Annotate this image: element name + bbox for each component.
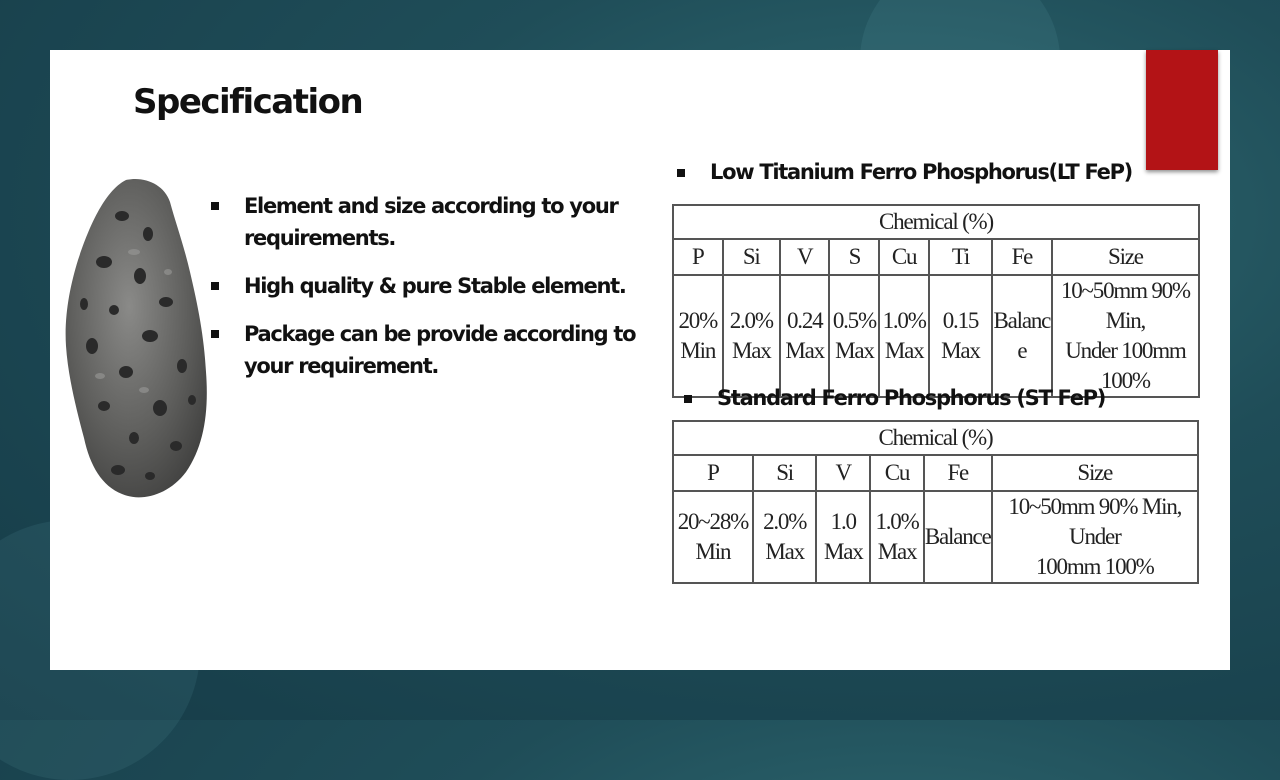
column-header: S <box>829 239 879 275</box>
column-header: Cu <box>879 239 929 275</box>
square-bullet-icon <box>684 395 692 403</box>
slide-canvas <box>50 50 1230 670</box>
bullet-item: Element and size according to your requirements. <box>208 190 638 254</box>
table-cell: 10~50mm 90% Min, Under 100mm 100% <box>992 491 1198 583</box>
column-header: P <box>673 455 753 491</box>
bullet-item: Package can be provide according to your requirement. <box>208 318 638 382</box>
lt-fep-heading: Low Titanium Ferro Phosphorus(LT FeP) <box>674 160 1132 184</box>
bullet-item: High quality & pure Stable element. <box>208 270 638 302</box>
table-cell: Balanc e <box>992 275 1052 397</box>
column-header: Fe <box>924 455 992 491</box>
square-bullet-icon <box>211 282 219 290</box>
table-cell: 2.0% Max <box>753 491 817 583</box>
column-header: Fe <box>992 239 1052 275</box>
table-cell: 0.15 Max <box>929 275 992 397</box>
column-header: P <box>673 239 723 275</box>
st-fep-table <box>672 420 1199 584</box>
table-cell: 2.0% Max <box>723 275 780 397</box>
table-cell: Balance <box>924 491 992 583</box>
table-cell: 0.5% Max <box>829 275 879 397</box>
table-cell: 20~28% Min <box>673 491 753 583</box>
column-header: V <box>816 455 870 491</box>
lt-fep-table <box>672 204 1200 398</box>
column-header: Size <box>1052 239 1199 275</box>
table-cell: 1.0% Max <box>870 491 924 583</box>
table-cell: 10~50mm 90% Min, Under 100mm 100% <box>1052 275 1199 397</box>
column-header: Size <box>992 455 1198 491</box>
table-caption: Chemical (%) <box>673 421 1198 455</box>
table-cell: 1.0 Max <box>816 491 870 583</box>
table-cell: 1.0% Max <box>879 275 929 397</box>
column-header: Cu <box>870 455 924 491</box>
square-bullet-icon <box>677 169 685 177</box>
column-header: Ti <box>929 239 992 275</box>
square-bullet-icon <box>211 202 219 210</box>
ferro-phosphorus-rock-image <box>64 176 210 502</box>
table-cell: 20% Min <box>673 275 723 397</box>
column-header: Si <box>753 455 817 491</box>
st-fep-heading: Standard Ferro Phosphorus (ST FeP) <box>681 386 1105 410</box>
column-header: Si <box>723 239 780 275</box>
spec-bullet-list <box>208 190 638 398</box>
table-caption: Chemical (%) <box>673 205 1199 239</box>
slide-title: Specification <box>133 82 363 122</box>
red-accent-tab <box>1146 50 1218 170</box>
column-header: V <box>780 239 830 275</box>
table-cell: 0.24 Max <box>780 275 830 397</box>
square-bullet-icon <box>211 330 219 338</box>
